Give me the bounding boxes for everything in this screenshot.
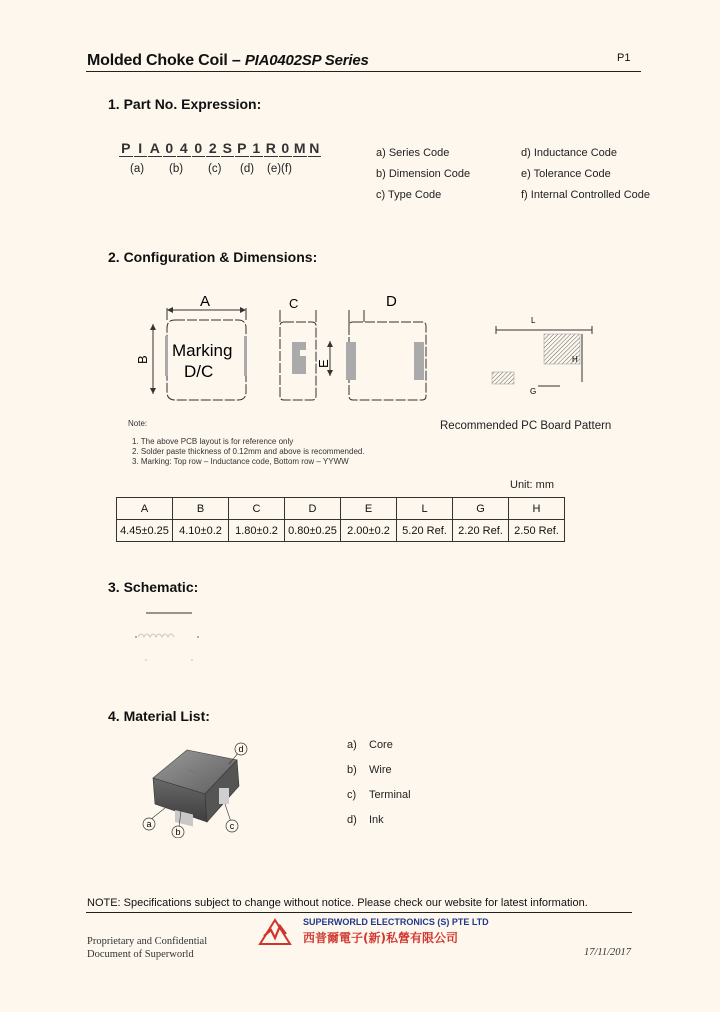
label-e: E [316,359,331,368]
table-cell: 4.45±0.25 [117,520,173,542]
codes-right [521,143,650,206]
material-key: b) [347,764,357,776]
pn-char: P [235,140,249,157]
pn-char: 1 [250,140,264,157]
pn-char: I [134,140,148,157]
pn-char: 4 [177,140,191,157]
callout-c: c [229,821,235,831]
code-e: e) Tolerance Code [521,168,611,180]
label-b: B [135,355,150,364]
dimension-table [116,497,565,542]
side-view [280,310,333,400]
marking-line2: D/C [184,362,214,381]
table-header: G [453,498,509,520]
table-header: H [509,498,565,520]
table-cell: 2.00±0.2 [341,520,397,542]
list-item [347,758,411,783]
proprietary-line1: Proprietary and Confidential [87,936,208,947]
table-cell: 2.50 Ref. [509,520,565,542]
unit-label: Unit: mm [510,479,554,491]
note-heading: Note: [128,419,148,428]
list-item [347,783,411,808]
label-g: G [530,387,537,396]
pn-char: P [119,140,133,157]
label-l: L [531,316,536,325]
table-header-row [117,498,565,520]
pn-label-c: (c) [208,163,222,175]
table-header: B [173,498,229,520]
list-item [347,808,411,833]
material-key: d) [347,814,357,826]
title-series: PIA0402SP Series [244,52,369,69]
material-name: Wire [369,764,392,776]
pn-char: N [309,140,320,156]
material-list [347,733,411,833]
pn-char: 0 [192,140,206,157]
code-c: c) Type Code [376,189,442,201]
table-header: L [397,498,453,520]
pn-label-d: (d) [240,163,255,175]
dimension-drawing [120,288,640,413]
note-item: 3. Marking: Top row – Inductance code, Bottom row – YYWW [132,457,349,466]
company-logo-icon [258,918,292,946]
code-b: b) Dimension Code [376,168,471,180]
table-cell: 1.80±0.2 [229,520,285,542]
label-d: D [386,293,397,310]
proprietary-line2: Document of Superworld [87,949,194,960]
schematic-drawing [128,605,208,665]
notes [128,419,365,467]
pn-char: 0 [163,140,177,157]
code-d: d) Inductance Code [521,147,618,159]
table-row [117,520,565,542]
pn-char: 2 [206,140,220,157]
table-header: E [341,498,397,520]
code-f: f) Internal Controlled Code [521,189,651,201]
code-a: a) Series Code [376,147,450,159]
section-material: 4. Material List: [108,708,210,724]
table-header: A [117,498,173,520]
material-name: Terminal [369,789,411,801]
component-image [135,738,255,838]
pn-label-a: (a) [130,163,145,175]
title-main: Molded Choke Coil [87,52,228,69]
footer-rule [86,912,632,913]
material-name: Ink [369,814,384,826]
company-name-cn: 西普爾電子(新)私營有限公司 [303,931,458,945]
callout-a: a [146,819,152,829]
pcb-caption: Recommended PC Board Pattern [440,420,612,432]
note-items [132,437,365,467]
pn-char: A [149,140,160,156]
table-header: C [229,498,285,520]
list-item [347,733,411,758]
table-cell: 5.20 Ref. [397,520,453,542]
engraved-mark: ▪▪▪▪ [186,767,198,777]
codes-left [376,143,470,206]
note-item: 2. Solder paste thickness of 0.12mm and above is recommended. [132,447,365,456]
section-part-no: 1. Part No. Expression: [108,96,262,112]
pn-label-ef: (e)(f) [267,163,292,175]
section-config: 2. Configuration & Dimensions: [108,249,318,265]
label-a: A [199,293,211,310]
callout-d: d [238,744,244,754]
proprietary-notice [87,935,207,961]
footer-note: NOTE: Specifications subject to change without notice. Please check our website for latest information. [87,897,588,909]
pn-char: S [221,140,235,157]
end-view [346,310,426,400]
document-date: 17/11/2017 [584,947,632,958]
material-key: c) [347,789,357,801]
table-header: D [285,498,341,520]
marking-line1: Marking [172,341,233,360]
pn-char: R [265,140,276,156]
note-item: 1. The above PCB layout is for reference only [132,437,294,446]
title-dash: – [227,52,245,69]
table-cell: 0.80±0.25 [285,520,341,542]
label-c: C [289,296,299,311]
company-name-en: SUPERWORLD ELECTRONICS (S) PTE LTD [303,917,489,927]
doc-title [87,52,369,70]
pn-char: 0 [279,140,293,157]
pn-label-b: (b) [169,163,184,175]
part-number-chars [119,140,322,158]
pn-char: M [293,140,306,156]
page-number: P1 [617,52,631,64]
table-cell: 4.10±0.2 [173,520,229,542]
header-rule [86,71,641,72]
table-cell: 2.20 Ref. [453,520,509,542]
callout-b: b [175,827,181,837]
section-schematic: 3. Schematic: [108,579,199,595]
material-name: Core [369,739,393,751]
material-key: a) [347,739,357,751]
label-h: H [572,355,578,364]
